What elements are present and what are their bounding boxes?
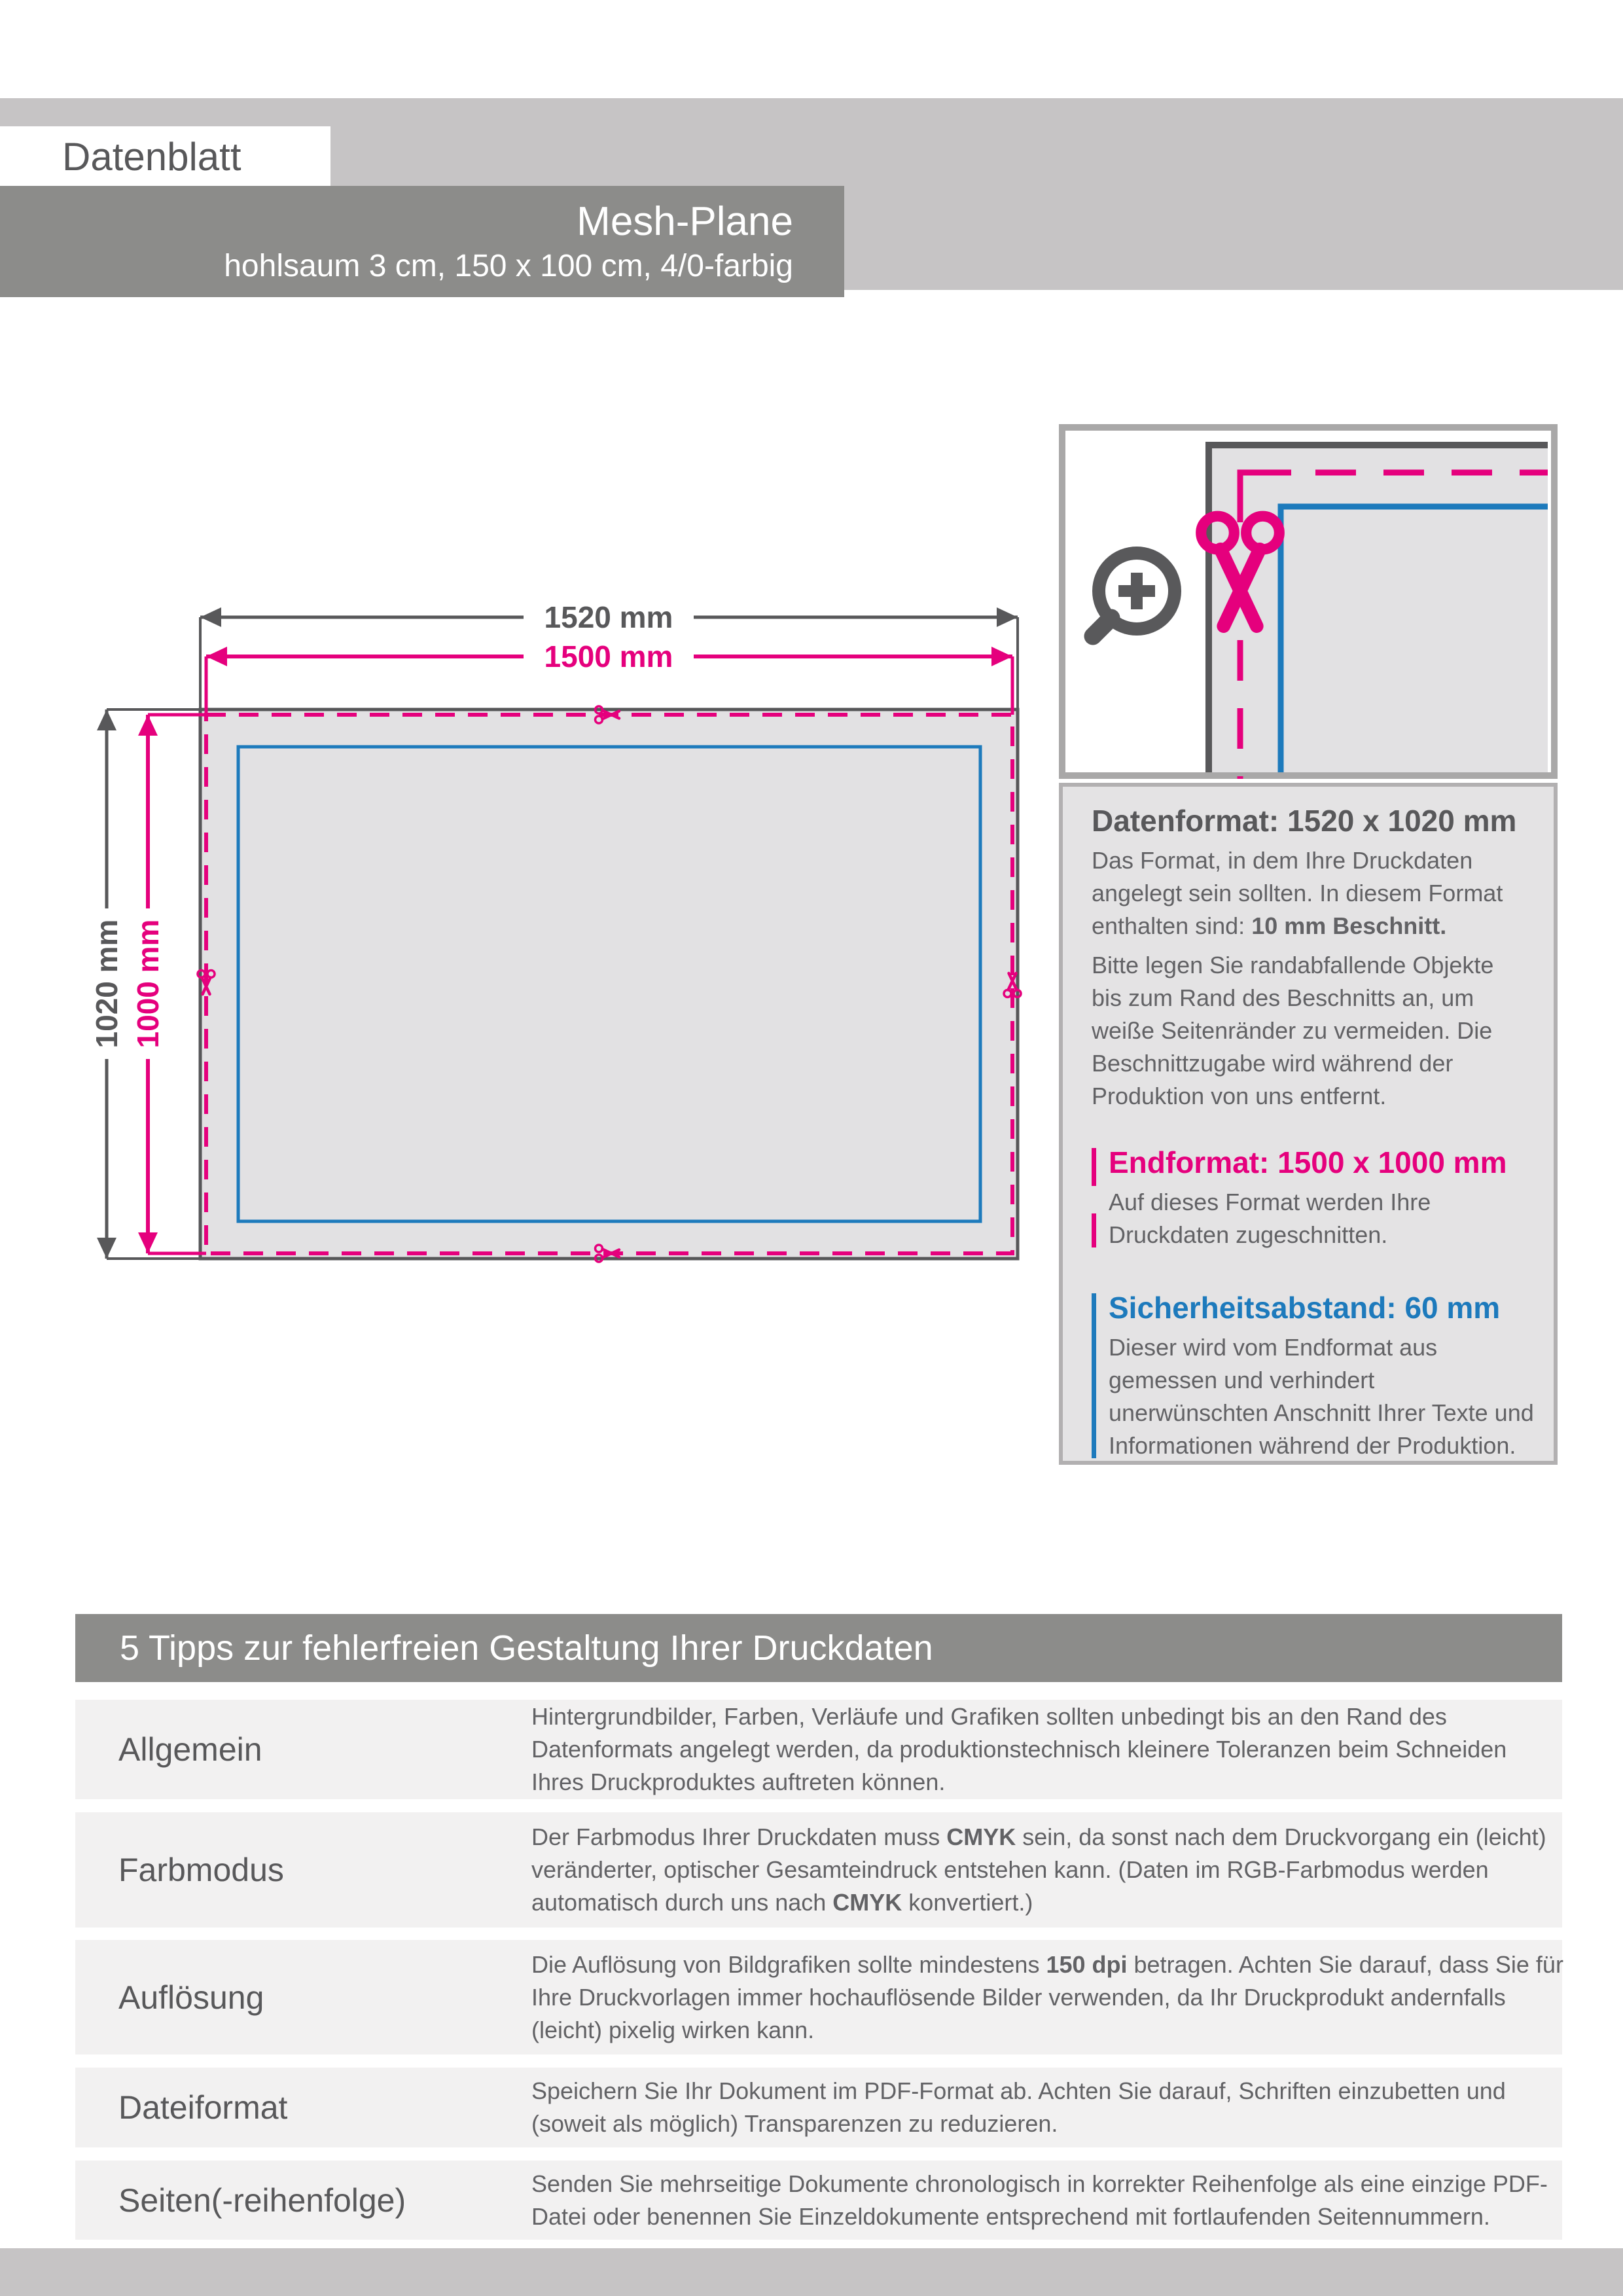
format-info-panel: [1059, 783, 1558, 1465]
endformat-block: [1092, 1145, 1534, 1251]
tip-row-seitenreihenfolge: [75, 2161, 1562, 2240]
dim-label-1000: 1000 mm: [131, 919, 165, 1049]
tip-row-label: Allgemein: [118, 1731, 262, 1768]
title-bar: [0, 186, 844, 297]
tip-row-text: Hintergrundbilder, Farben, Verläufe und Grafiken sollten unbedingt bis an den Rand des Datenformats angelegt werden, da produktionstechnisch kleinere Toleranzen beim Schneiden Ihres Druckproduktes auftreten können.: [531, 1703, 1507, 1795]
tip-row-dateiformat: [75, 2068, 1562, 2147]
tip-row-text: Speichern Sie Ihr Dokument im PDF-Format ab. Achten Sie darauf, Schriften einzubetten und (soweit als möglich) Transparenzen zu reduzieren.: [531, 2077, 1506, 2137]
endformat-body: Auf dieses Format werden Ihre Druckdaten zugeschnitten.: [1109, 1189, 1431, 1248]
corner-detail-illustration: [1059, 424, 1558, 779]
corner-detail-box: [1059, 424, 1558, 779]
tip-row-label: Dateiformat: [118, 2089, 288, 2126]
endformat-heading: Endformat: 1500 x 1000 mm: [1109, 1145, 1507, 1179]
dataformat-body: Das Format, in dem Ihre Druckdaten angelegt sein sollten. In diesem Format enthalten sind: 10 mm Beschnitt.: [1092, 847, 1503, 939]
tip-row-allgemein: [75, 1700, 1562, 1799]
dim-label-1020: 1020 mm: [90, 919, 124, 1049]
safety-colorbar: [1092, 1293, 1096, 1458]
tip-row-text: Der Farbmodus Ihrer Druckdaten muss CMYK sein, da sonst nach dem Druckvorgang ein (leicht) veränderter, optischer Gesamteindruck entstehen kann. (Daten im RGB-Farbmodus werden automatisch durch uns nach CMYK konvertiert.): [531, 1823, 1546, 1916]
doc-label-box: [0, 126, 330, 187]
dim-label-1500: 1500 mm: [544, 639, 673, 673]
safety-body: Dieser wird vom Endformat aus gemessen und verhindert unerwünschten Anschnitt Ihrer Texte und Informationen während der Produktion.: [1109, 1334, 1534, 1459]
tips-header-bar: [75, 1614, 1562, 1682]
dim-height-inner: [131, 715, 206, 1253]
product-title: Mesh-Plane: [577, 199, 793, 244]
footer-band: [0, 2248, 1623, 2296]
dataformat-rect: [200, 709, 1018, 1259]
detail-bleed-area: [1209, 445, 1548, 772]
dim-label-1520: 1520 mm: [544, 600, 673, 634]
format-diagram: [65, 576, 1047, 1296]
tip-row-farbmodus: [75, 1812, 1562, 1928]
endformat-colorbar: [1092, 1148, 1096, 1247]
tip-row-text: Senden Sie mehrseitige Dokumente chronologisch in korrekter Reihenfolge als eine einzige PDF-Datei oder benennen Sie Einzeldokumente entsprechend mit fortlaufenden Seitennummern.: [531, 2170, 1548, 2230]
dataformat-note: Bitte legen Sie randabfallende Objekte bis zum Rand des Beschnitts an, um weiße Seitenränder zu vermeiden. Die Beschnittzugabe wird während der Produktion von uns entfernt.: [1092, 952, 1494, 1109]
tip-row-text: Die Auflösung von Bildgrafiken sollte mindestens 150 dpi betragen. Achten Sie darauf, dass Sie für Ihre Druckvorlagen immer hochauflösende Bilder verwenden, da Ihr Druckprodukt andernfalls (leicht) pixelig wirken kann.: [531, 1950, 1563, 2043]
dataformat-heading: Datenformat: 1520 x 1020 mm: [1092, 804, 1517, 838]
product-variant: hohlsaum 3 cm, 150 x 100 cm, 4/0-farbig: [224, 249, 793, 283]
tip-row-aufloesung: [75, 1940, 1562, 2054]
tips-heading: 5 Tipps zur fehlerfreien Gestaltung Ihrer Druckdaten: [120, 1628, 933, 1668]
dim-width-inner: [206, 639, 1012, 715]
tip-row-label: Auflösung: [118, 1979, 264, 2016]
safety-heading: Sicherheitsabstand: 60 mm: [1109, 1291, 1501, 1325]
zoom-in-icon: [1093, 553, 1175, 636]
doc-label: Datenblatt: [62, 134, 241, 179]
tip-row-label: Seiten(-reihenfolge): [118, 2181, 406, 2219]
tip-row-label: Farbmodus: [118, 1852, 284, 1888]
safety-block: [1092, 1291, 1534, 1462]
